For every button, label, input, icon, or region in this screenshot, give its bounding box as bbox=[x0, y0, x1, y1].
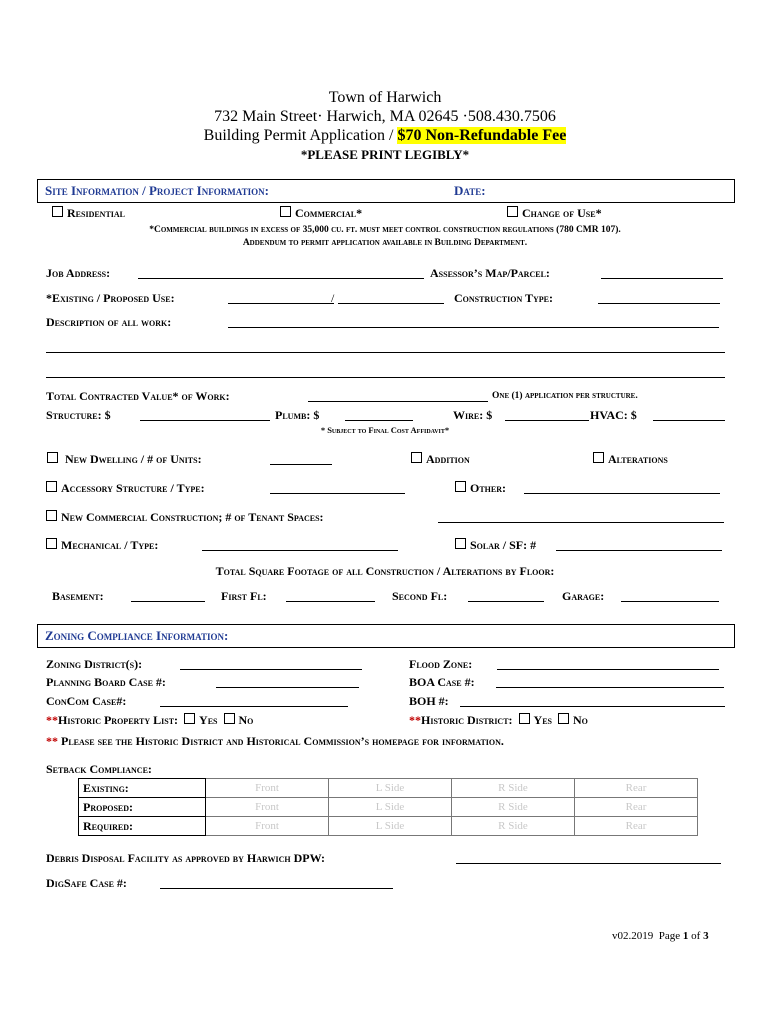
setback-cell-right[interactable]: R Side bbox=[452, 779, 575, 798]
hvac-label: HVAC: $ bbox=[590, 408, 637, 422]
accessory-type-field[interactable] bbox=[270, 493, 405, 494]
solar-label: Solar / SF: # bbox=[470, 538, 537, 552]
garage-label: Garage: bbox=[562, 589, 605, 603]
wire-label: Wire: $ bbox=[453, 408, 493, 422]
new-commercial-checkbox[interactable] bbox=[46, 510, 57, 521]
flood-zone-field[interactable] bbox=[497, 669, 719, 670]
change-of-use-option[interactable] bbox=[507, 206, 602, 221]
setback-row-label: Required: bbox=[79, 817, 206, 836]
first-floor-label: First Fl: bbox=[221, 589, 267, 603]
application-title bbox=[0, 126, 770, 145]
debris-field[interactable] bbox=[456, 863, 721, 864]
commercial-label: Commercial* bbox=[295, 206, 363, 220]
setback-cell-right[interactable]: R Side bbox=[452, 817, 575, 836]
other-label: Other: bbox=[470, 481, 507, 495]
flood-zone-label: Flood Zone: bbox=[409, 657, 473, 671]
concom-field[interactable] bbox=[160, 706, 348, 707]
historic-note bbox=[46, 734, 504, 749]
setback-row-existing bbox=[79, 779, 698, 798]
page-word: Page bbox=[658, 930, 681, 942]
alterations-option[interactable] bbox=[593, 452, 668, 467]
zoning-heading: Zoning Compliance Information: bbox=[45, 628, 229, 643]
historic-note-text: Please see the Historic District and Historical Commission’s homepage for information. bbox=[61, 734, 504, 748]
historic-list-no-checkbox[interactable] bbox=[224, 713, 235, 724]
digsafe-field[interactable] bbox=[160, 888, 393, 889]
units-field[interactable] bbox=[270, 464, 332, 465]
commercial-note: *Commercial buildings in excess of 35,000 cu. ft. must meet control construction regulations (780 CMR 107). bbox=[149, 225, 621, 235]
digsafe-label: DigSafe Case #: bbox=[46, 876, 127, 890]
concom-label: ConCom Case#: bbox=[46, 694, 127, 708]
fee-highlight: $70 Non-Refundable Fee bbox=[397, 127, 567, 144]
historic-district-stars: ** bbox=[409, 713, 421, 727]
solar-checkbox[interactable] bbox=[455, 538, 466, 549]
solar-option[interactable] bbox=[455, 538, 536, 553]
setback-cell-rear[interactable]: Rear bbox=[575, 779, 698, 798]
basement-label: Basement: bbox=[52, 589, 104, 603]
job-address-label: Job Address: bbox=[46, 266, 111, 280]
solar-field[interactable] bbox=[556, 550, 722, 551]
change-of-use-checkbox[interactable] bbox=[507, 206, 518, 217]
site-info-heading: Site Information / Project Information: bbox=[45, 183, 269, 198]
description-field-1[interactable] bbox=[228, 327, 719, 328]
debris-label: Debris Disposal Facility as approved by Harwich DPW: bbox=[46, 851, 325, 865]
addition-option[interactable] bbox=[411, 452, 470, 467]
setback-cell-rear[interactable]: Rear bbox=[575, 817, 698, 836]
historic-district-row bbox=[409, 713, 588, 728]
other-option[interactable] bbox=[455, 481, 506, 496]
assessor-label: Assessor’s Map/Parcel: bbox=[430, 266, 550, 280]
setback-row-required bbox=[79, 817, 698, 836]
mechanical-checkbox[interactable] bbox=[46, 538, 57, 549]
wire-field[interactable] bbox=[505, 420, 589, 421]
historic-list-no-label: No bbox=[238, 713, 254, 727]
version: v02.2019 bbox=[612, 930, 654, 942]
structure-field[interactable] bbox=[140, 420, 270, 421]
historic-list-row bbox=[46, 713, 253, 728]
addendum-note: Addendum to permit application available in Building Department. bbox=[242, 238, 528, 248]
setback-label: Setback Compliance: bbox=[46, 762, 152, 776]
alterations-label: Alterations bbox=[608, 452, 668, 466]
boh-field[interactable] bbox=[460, 706, 725, 707]
proposed-use-field[interactable] bbox=[338, 303, 444, 304]
date-label: Date: bbox=[454, 183, 486, 198]
construction-type-field[interactable] bbox=[598, 303, 720, 304]
cost-affidavit-note: * Subject to Final Cost Affidavit* bbox=[320, 425, 450, 435]
boh-label: BOH #: bbox=[409, 694, 449, 708]
setback-cell-left[interactable]: L Side bbox=[329, 817, 452, 836]
use-slash: / bbox=[331, 291, 335, 305]
second-floor-field[interactable] bbox=[468, 601, 544, 602]
historic-district-label: Historic District: bbox=[421, 713, 513, 727]
tenant-spaces-field[interactable] bbox=[438, 522, 724, 523]
historic-district-yes-checkbox[interactable] bbox=[519, 713, 530, 724]
commercial-option[interactable] bbox=[280, 206, 362, 221]
addition-label: Addition bbox=[426, 452, 470, 466]
boa-case-label: BOA Case #: bbox=[409, 675, 475, 689]
setback-table bbox=[78, 778, 698, 836]
assessor-field[interactable] bbox=[601, 278, 723, 279]
existing-use-label: *Existing / Proposed Use: bbox=[46, 291, 175, 305]
total-sqft-label: Total Square Footage of all Construction / Alterations by Floor: bbox=[215, 564, 555, 578]
job-address-field[interactable] bbox=[138, 278, 424, 279]
historic-list-label: Historic Property List: bbox=[58, 713, 179, 727]
mechanical-option[interactable] bbox=[46, 538, 158, 553]
alterations-checkbox[interactable] bbox=[593, 452, 604, 463]
basement-field[interactable] bbox=[131, 601, 205, 602]
commercial-checkbox[interactable] bbox=[280, 206, 291, 217]
new-dwelling-option[interactable] bbox=[47, 452, 202, 467]
change-of-use-label: Change of Use* bbox=[522, 206, 602, 220]
garage-field[interactable] bbox=[621, 601, 719, 602]
setback-cell-right[interactable]: R Side bbox=[452, 798, 575, 817]
setback-cell-left[interactable]: L Side bbox=[329, 798, 452, 817]
town-address: 732 Main Street· Harwich, MA 02645 ·508.430.7506 bbox=[214, 108, 556, 125]
boa-case-field[interactable] bbox=[496, 687, 724, 688]
new-commercial-label: New Commercial Construction; # of Tenant Spaces: bbox=[61, 510, 324, 524]
description-label: Description of all work: bbox=[46, 315, 172, 329]
accessory-checkbox[interactable] bbox=[46, 481, 57, 492]
existing-use-field[interactable] bbox=[228, 303, 334, 304]
historic-note-stars: ** bbox=[46, 734, 58, 748]
other-checkbox[interactable] bbox=[455, 481, 466, 492]
print-note: *PLEASE PRINT LEGIBLY* bbox=[300, 147, 470, 162]
town-title: Town of Harwich bbox=[328, 89, 442, 106]
one-application-note: One (1) application per structure. bbox=[492, 391, 638, 401]
setback-cell-left[interactable]: L Side bbox=[329, 779, 452, 798]
setback-cell-front[interactable]: Front bbox=[206, 779, 329, 798]
residential-option[interactable] bbox=[52, 206, 125, 221]
mechanical-type-field[interactable] bbox=[202, 550, 398, 551]
description-field-3[interactable] bbox=[46, 377, 725, 378]
of-word: of bbox=[691, 930, 701, 942]
historic-district-no-label: No bbox=[573, 713, 588, 727]
addition-checkbox[interactable] bbox=[411, 452, 422, 463]
setback-row-label: Existing: bbox=[79, 779, 206, 798]
historic-district-yes-label: Yes bbox=[533, 713, 552, 727]
setback-cell-front[interactable]: Front bbox=[206, 817, 329, 836]
new-commercial-option[interactable] bbox=[46, 510, 324, 525]
total-value-label: Total Contracted Value* of Work: bbox=[46, 389, 230, 403]
accessory-option[interactable] bbox=[46, 481, 205, 496]
setback-cell-rear[interactable]: Rear bbox=[575, 798, 698, 817]
accessory-label: Accessory Structure / Type: bbox=[61, 481, 205, 495]
page-footer bbox=[612, 930, 709, 942]
construction-type-label: Construction Type: bbox=[454, 291, 554, 305]
new-dwelling-label: New Dwelling / # of Units: bbox=[65, 452, 202, 466]
residential-checkbox[interactable] bbox=[52, 206, 63, 217]
new-dwelling-checkbox[interactable] bbox=[47, 452, 58, 463]
description-field-2[interactable] bbox=[46, 352, 725, 353]
mechanical-label: Mechanical / Type: bbox=[61, 538, 159, 552]
historic-list-yes-checkbox[interactable] bbox=[184, 713, 195, 724]
planning-board-field[interactable] bbox=[216, 687, 359, 688]
plumb-field[interactable] bbox=[345, 420, 413, 421]
historic-list-yes-label: Yes bbox=[199, 713, 218, 727]
zoning-district-label: Zoning District(s): bbox=[46, 657, 143, 671]
other-field[interactable] bbox=[524, 493, 720, 494]
total-value-field[interactable] bbox=[308, 401, 488, 402]
structure-label: Structure: $ bbox=[46, 408, 111, 422]
first-floor-field[interactable] bbox=[286, 601, 375, 602]
zoning-district-field[interactable] bbox=[180, 669, 362, 670]
second-floor-label: Second Fl: bbox=[392, 589, 448, 603]
planning-board-label: Planning Board Case #: bbox=[46, 675, 166, 689]
page-number: 1 bbox=[682, 930, 689, 942]
application-title-text: Building Permit Application / bbox=[203, 127, 398, 144]
historic-list-stars: ** bbox=[46, 713, 58, 727]
page-total: 3 bbox=[703, 930, 709, 942]
setback-row-label: Proposed: bbox=[79, 798, 206, 817]
historic-district-no-checkbox[interactable] bbox=[558, 713, 569, 724]
setback-cell-front[interactable]: Front bbox=[206, 798, 329, 817]
residential-label: Residential bbox=[67, 206, 126, 220]
plumb-label: Plumb: $ bbox=[275, 408, 320, 422]
setback-row-proposed bbox=[79, 798, 698, 817]
hvac-field[interactable] bbox=[653, 420, 725, 421]
